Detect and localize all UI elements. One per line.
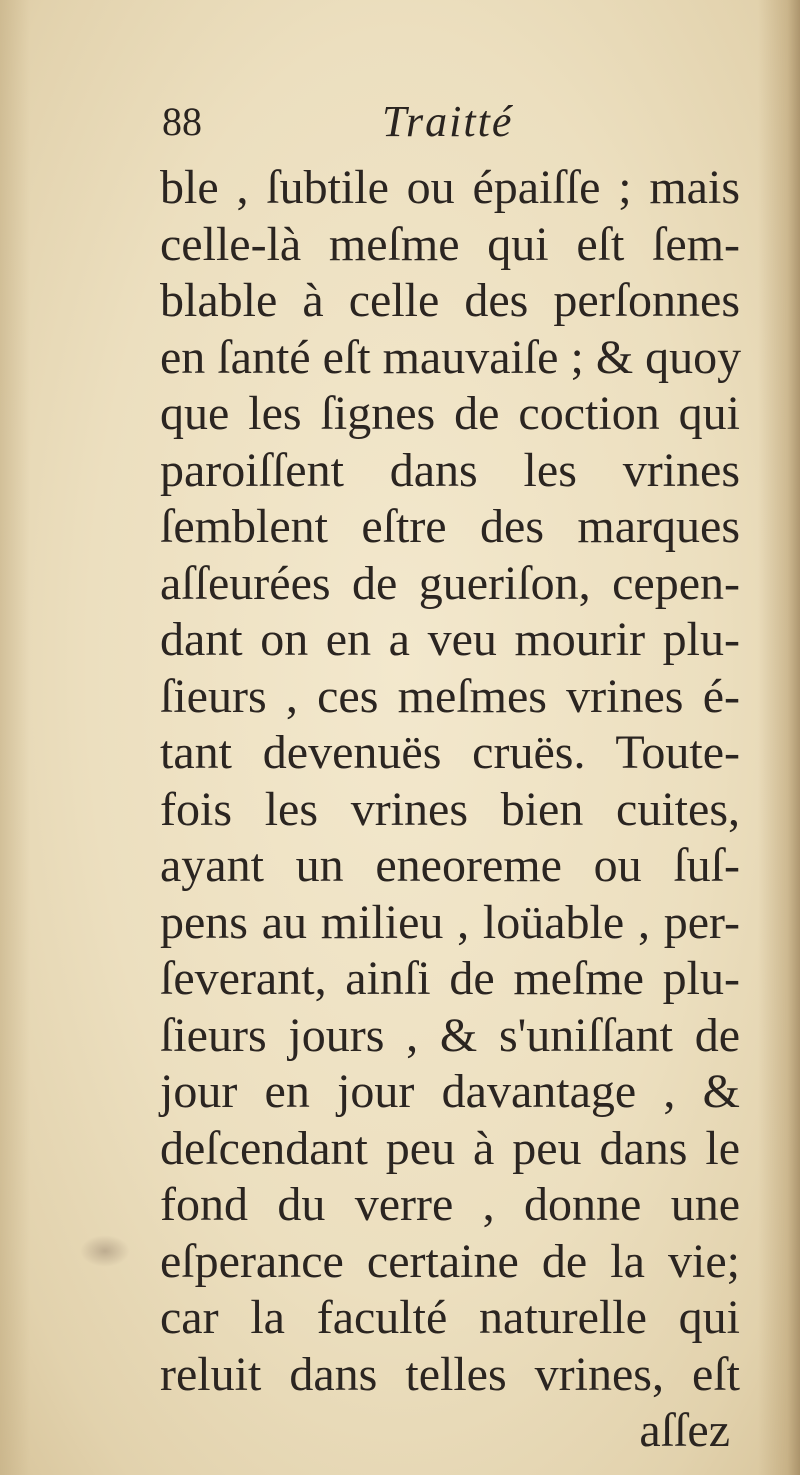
text-line: en ſanté eſt mauvaiſe ; & quoy — [160, 330, 742, 384]
catchword: aſſez — [639, 1404, 730, 1457]
text-line: fond du verre , donne une — [160, 1178, 740, 1231]
text-line: tant devenuës cruës. Toute- — [160, 726, 740, 779]
page-right-shadow — [758, 0, 800, 1475]
paper-stain — [80, 1235, 130, 1267]
running-head: Traitté — [382, 97, 514, 146]
text-line: ſemblent eſtre des marques — [160, 500, 740, 553]
text-line: paroiſſent dans les vrines — [160, 443, 740, 497]
text-line: fois les vrines bien cuites, — [160, 782, 740, 836]
page-number: 88 — [162, 99, 202, 144]
text-line: ſieurs jours , & s'uniſſant de — [160, 1008, 740, 1062]
text-line: jour en jour davantage , & — [160, 1065, 740, 1118]
text-line: ble , ſubtile ou épaiſſe ; mais — [160, 161, 740, 214]
text-line: ſieurs , ces meſmes vrines é- — [160, 669, 740, 723]
text-line: eſperance certaine de la vie; — [160, 1234, 740, 1288]
text-line: celle-là meſme qui eſt ſem- — [160, 217, 740, 271]
text-line: car la faculté naturelle qui — [160, 1291, 740, 1344]
text-line: blable à celle des perſonnes — [160, 274, 740, 327]
text-line: pens au milieu , loüable , per- — [160, 895, 740, 949]
text-line: aſſeurées de gueriſon, cepen- — [160, 556, 740, 610]
page-left-shadow — [0, 0, 30, 1475]
text-line: deſcendant peu à peu dans le — [160, 1121, 740, 1175]
text-line: que les ſignes de coction qui — [160, 387, 740, 440]
text-line: dant on en a veu mourir plu- — [160, 613, 740, 666]
page-header — [162, 92, 722, 152]
text-line: ſeverant, ainſi de meſme plu- — [160, 952, 740, 1005]
body-text — [160, 160, 740, 1460]
text-line: ayant un eneoreme ou ſuſ- — [160, 839, 740, 892]
text-line: reluit dans telles vrines, eſt — [160, 1347, 740, 1401]
